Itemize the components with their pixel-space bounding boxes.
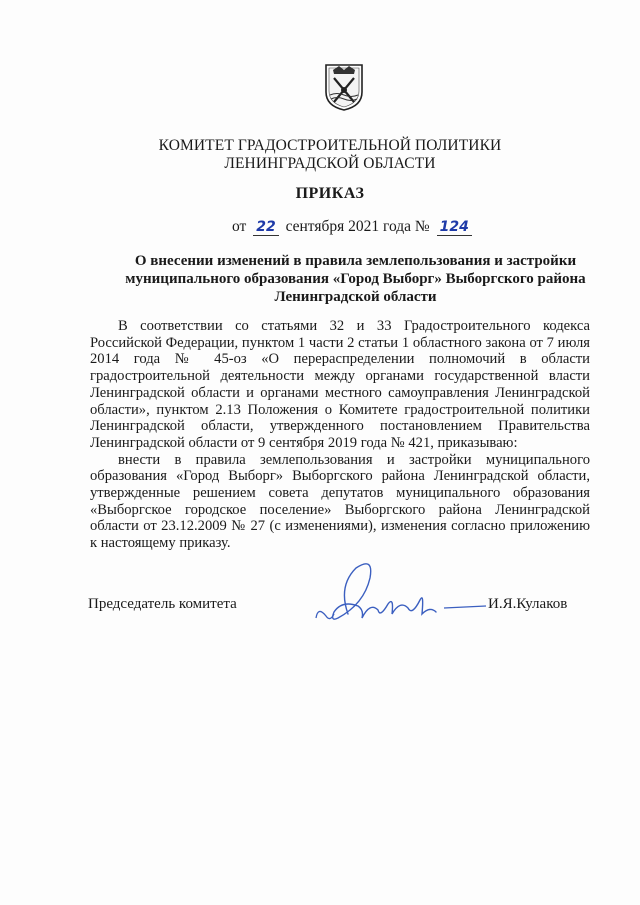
handwritten-signature [308, 556, 488, 636]
document-number: 124 [437, 219, 472, 236]
signatory-name: И.Я.Кулаков [488, 596, 568, 612]
document-title: ПРИКАЗ [295, 185, 365, 202]
body-paragraph-2: внести в правила землепользования и застройки муниципального образования «Город Выборг» Выборгского района Ленинградской области, утвержденные решением совета депутатов муниципального образования «Выборгское городское поселение» Выборгского района Ленинградской области от 23.12.2009 № 27 (с изменениями), изменения согласно приложению к настоящему приказу. [90, 451, 590, 552]
signatory-position: Председатель комитета [88, 596, 237, 612]
document-subject: О внесении изменений в правила землепользования и застройки муниципального образования «Город Выборг» Выборгского района Ленинградской области [125, 253, 586, 305]
document-body [90, 318, 590, 552]
date-middle: сентября 2021 года № [285, 218, 430, 235]
body-paragraph-1: В соответствии со статьями 32 и 33 Градостроительного кодекса Российской Федерации, пунктом 1 части 2 статьи 1 областного закона от 7 июля 2014 года № 45-оз «О перераспределении полномочий в области градостроительной деятельности между органами государственной власти Ленинградской области и органами местного самоуправления Ленинградской области», пунктом 2.13 Положения о Комитете градостроительной политики Ленинградской области, утвержденного постановлением Правительства Ленинградской области от 9 сентября 2019 года № 421, приказываю: [90, 318, 590, 451]
organization-name-line1: КОМИТЕТ ГРАДОСТРОИТЕЛЬНОЙ ПОЛИТИКИ [158, 137, 502, 154]
document-date-line [232, 218, 475, 236]
coat-of-arms-icon [323, 62, 365, 112]
date-prefix: от [232, 218, 247, 235]
organization-name-line2: ЛЕНИНГРАДСКОЙ ОБЛАСТИ [224, 155, 436, 172]
date-day: 22 [253, 219, 278, 236]
